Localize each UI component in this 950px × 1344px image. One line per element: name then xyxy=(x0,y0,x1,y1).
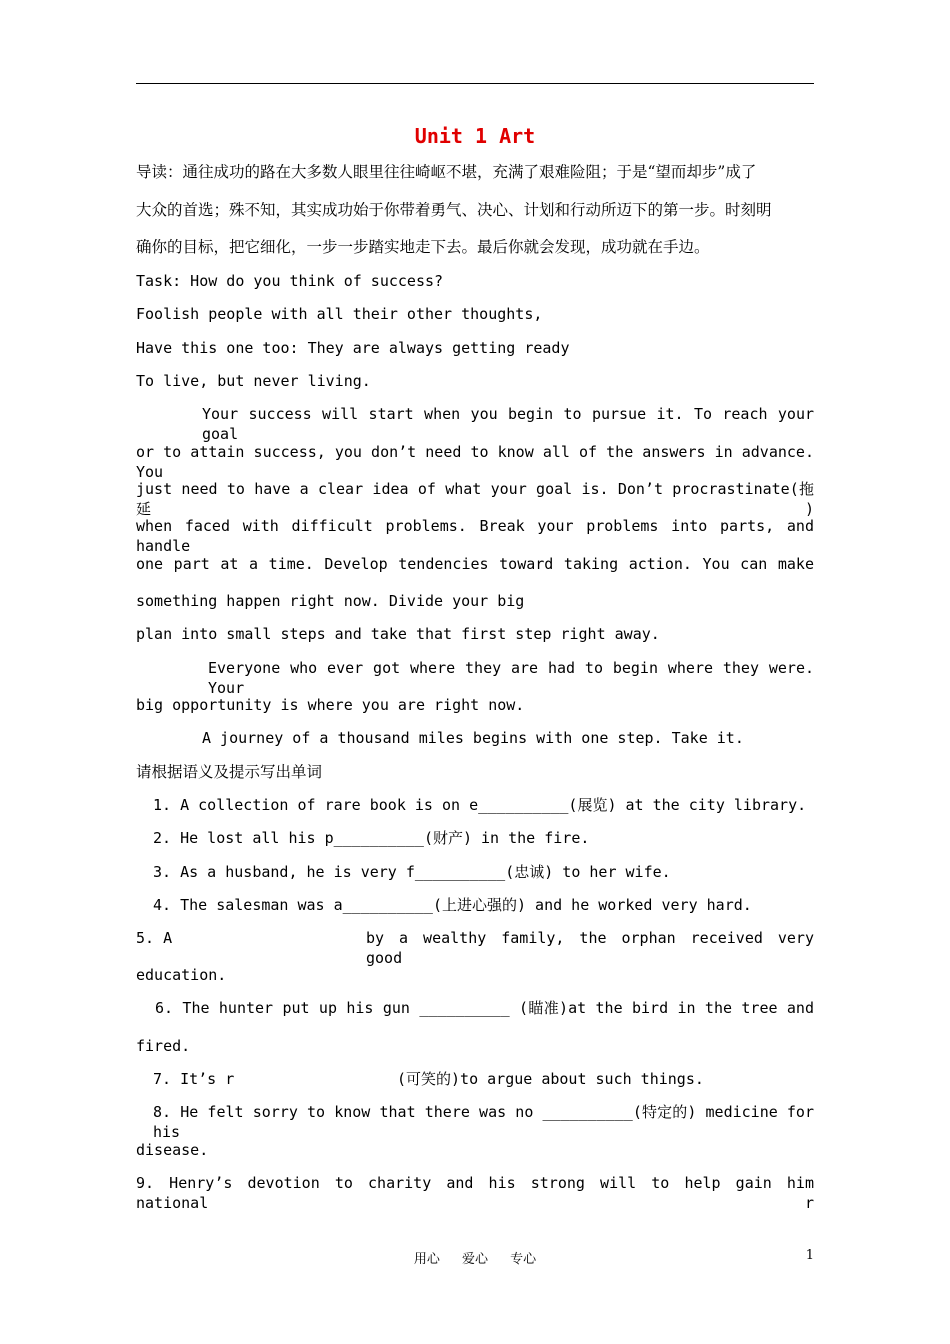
exercise-item-3: 3. As a husband, he is very f__________(忠诚) to her wife. xyxy=(153,863,671,881)
exercise-item-6-cont: fired. xyxy=(136,1037,191,1055)
exercise-item-8-cont: disease. xyxy=(136,1141,209,1159)
answer-blank-1[interactable]: __________ xyxy=(478,796,569,814)
exercise-item-5: 5. A by a wealthy family, the orphan received very good xyxy=(136,929,814,967)
answer-blank-6[interactable]: __________ xyxy=(419,999,510,1017)
exercise-heading: 请根据语义及提示写出单词 xyxy=(136,763,323,781)
page-number: 1 xyxy=(805,1248,814,1263)
exercise-item-5-cont: education. xyxy=(136,966,227,984)
para1-line-7: plan into small steps and take that first step right away. xyxy=(136,625,660,643)
answer-blank-2[interactable]: __________ xyxy=(333,829,424,847)
poem-line-1: Foolish people with all their other thoughts, xyxy=(136,305,543,323)
exercise-item-6: 6. The hunter put up his gun __________ (瞄准)at the bird in the tree and xyxy=(155,999,814,1017)
poem-line-2: Have this one too: They are always getting ready xyxy=(136,339,570,357)
para2-line-1: Everyone who ever got where they are had to begin where they were. Your xyxy=(208,659,814,697)
header-rule xyxy=(136,83,814,84)
intro-line-2: 大众的首选；殊不知，其实成功始于你带着勇气、决心、计划和行动所迈下的第一步。时刻明 xyxy=(136,201,772,219)
footer-motto: 用心 爱心 专心 xyxy=(413,1252,537,1267)
para1-line-1: Your success will start when you begin to pursue it. To reach your goal xyxy=(202,405,814,443)
poem-line-3: To live, but never living. xyxy=(136,372,371,390)
para3-line: A journey of a thousand miles begins with one step. Take it. xyxy=(202,729,744,747)
para2-line-2: big opportunity is where you are right now. xyxy=(136,696,525,714)
exercise-item-2: 2. He lost all his p__________(财产) in the fire. xyxy=(153,829,590,847)
unit-title: Unit 1 Art xyxy=(414,124,536,148)
exercise-item-8: 8. He felt sorry to know that there was no __________(特定的) medicine for his xyxy=(153,1103,814,1141)
para1-line-5: one part at a time. Develop tendencies toward taking action. You can make xyxy=(136,555,814,573)
intro-line-3: 确你的目标，把它细化，一步一步踏实地走下去。最后你就会发现，成功就在手边。 xyxy=(136,238,710,256)
exercise-item-9: 9. Henry’s devotion to charity and his strong will to help gain him national r xyxy=(136,1174,814,1212)
intro-line-1: 导读：通往成功的路在大多数人眼里往往崎岖不堪，充满了艰难险阻；于是“望而却步”成了 xyxy=(136,163,757,181)
exercise-item-1: 1. A collection of rare book is on e__________(展览) at the city library. xyxy=(153,796,807,814)
para1-line-6: something happen right now. Divide your big xyxy=(136,592,525,610)
para1-line-4: when faced with difficult problems. Break your problems into parts, and handle xyxy=(136,517,814,555)
task-line: Task: How do you think of success? xyxy=(136,272,444,290)
answer-blank-4[interactable]: __________ xyxy=(342,896,433,914)
para1-line-3: just need to have a clear idea of what your goal is. Don’t procrastinate(拖延) xyxy=(136,480,814,518)
answer-blank-8[interactable]: __________ xyxy=(542,1103,633,1121)
exercise-item-4: 4. The salesman was a__________(上进心强的) and he worked very hard. xyxy=(153,896,752,914)
exercise-item-7: 7. It’s r (可笑的)to argue about such things. xyxy=(153,1070,704,1088)
para1-line-2: or to attain success, you don’t need to know all of the answers in advance. You xyxy=(136,443,814,481)
answer-blank-3[interactable]: __________ xyxy=(414,863,506,881)
